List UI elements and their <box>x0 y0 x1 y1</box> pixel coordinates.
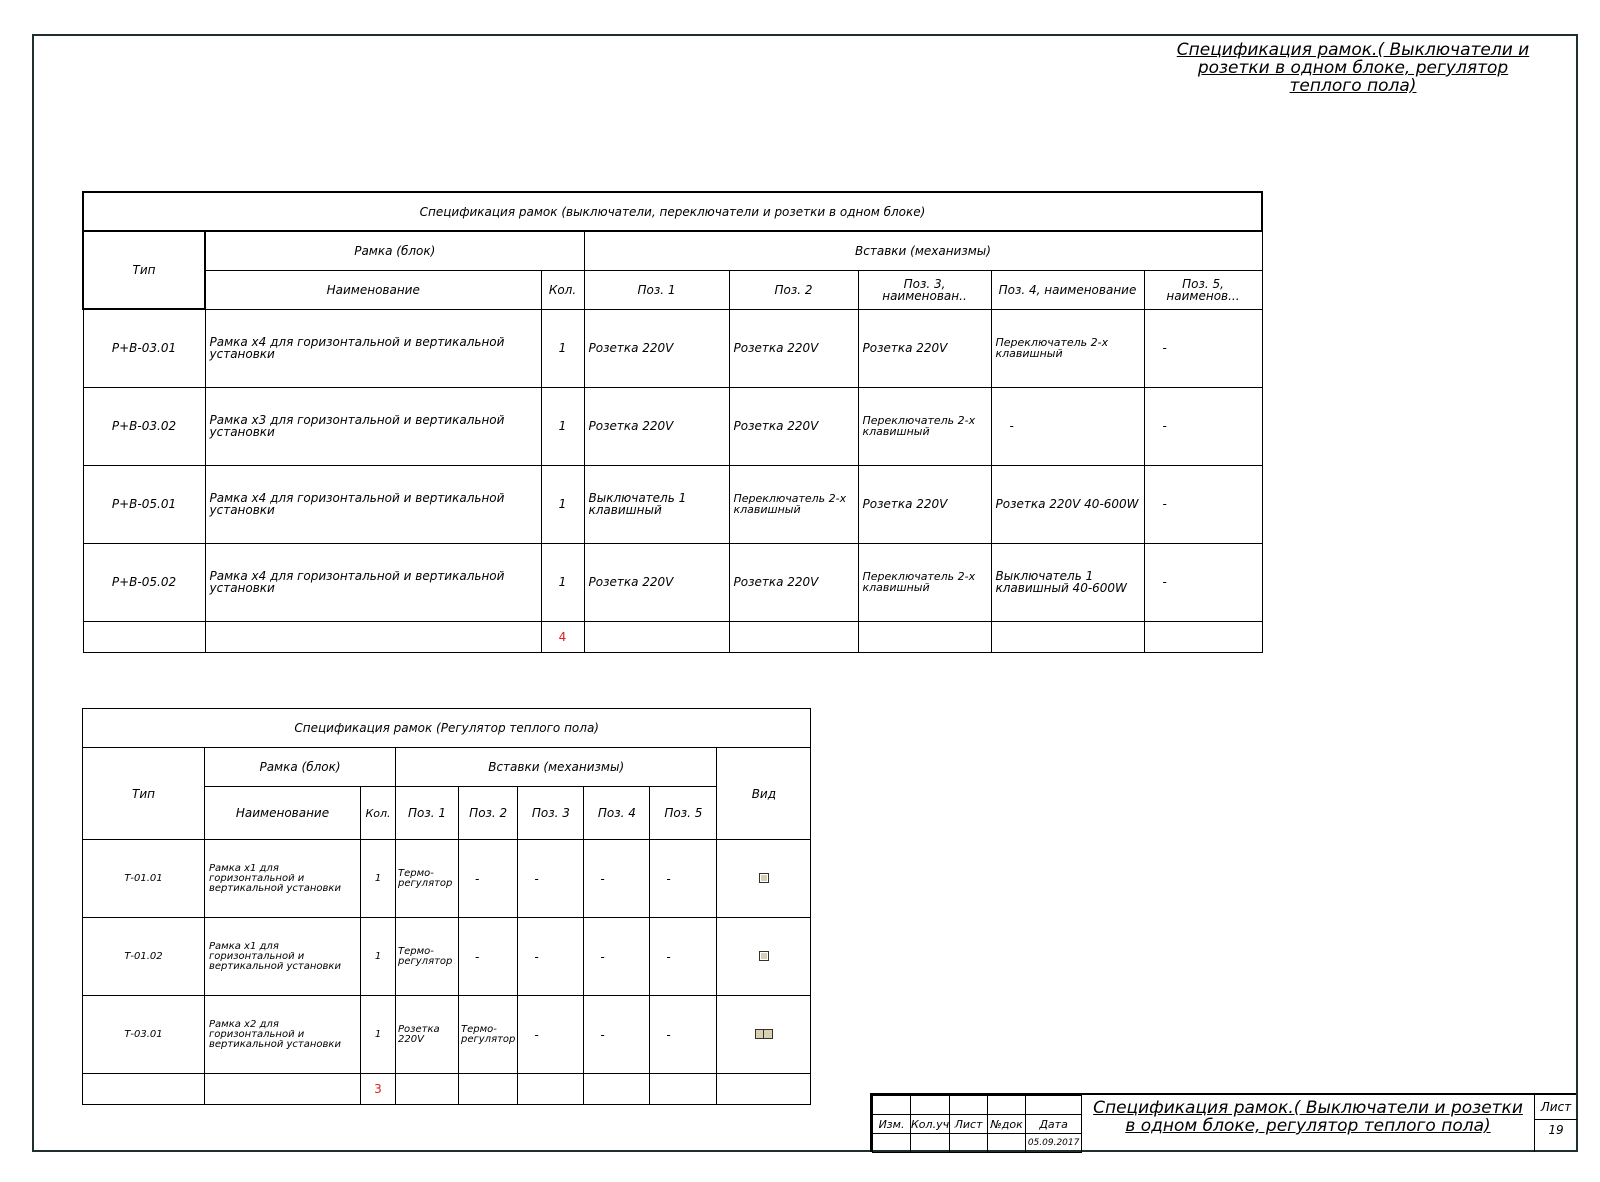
table1-header-frame: Рамка (блок) <box>205 231 584 270</box>
total-empty <box>717 1074 811 1105</box>
table-row <box>83 996 811 1074</box>
total-empty <box>584 621 729 652</box>
table2-header-pos3: Поз. 3 <box>518 787 584 840</box>
table2-header-qty: Кол. <box>361 787 396 840</box>
cell-qty: 1 <box>361 996 396 1074</box>
single-frame-icon <box>759 951 769 961</box>
total-empty <box>991 621 1144 652</box>
cell-view <box>717 996 811 1074</box>
table-row <box>83 387 1262 465</box>
cell-pos5: - <box>1144 309 1262 387</box>
cell-qty: 1 <box>541 465 584 543</box>
cell-pos4: - <box>991 387 1144 465</box>
cell-pos1: Термо-регулятор <box>396 918 459 996</box>
cell-pos5: - <box>650 918 717 996</box>
cell-pos1: Термо-регулятор <box>396 840 459 918</box>
cell-name: Рамка х4 для горизонтальной и вертикальной установки <box>205 465 541 543</box>
cell-type: Т-01.02 <box>83 918 205 996</box>
cell-pos2: Термо-регулятор <box>459 996 518 1074</box>
cell-pos1: Розетка 220V <box>396 996 459 1074</box>
cell-pos2: Переключатель 2-х клавишный <box>729 465 858 543</box>
total-qty: 4 <box>541 621 584 652</box>
cell-pos1: Розетка 220V <box>584 309 729 387</box>
table2-header-pos2: Поз. 2 <box>459 787 518 840</box>
single-frame-icon <box>759 873 769 883</box>
stamp-date: 05.09.2017 <box>1026 1134 1082 1153</box>
cell-qty: 1 <box>361 918 396 996</box>
cell-pos5: - <box>1144 387 1262 465</box>
table1-header-qty: Кол. <box>541 270 584 309</box>
stamp-col-list: Лист <box>950 1115 988 1134</box>
cell-pos3: Переключатель 2-х клавишный <box>858 543 991 621</box>
table-row <box>83 918 811 996</box>
total-qty: 3 <box>361 1074 396 1105</box>
stamp-col-kol: Кол.уч <box>911 1115 950 1134</box>
total-empty <box>459 1074 518 1105</box>
cell-pos2: Розетка 220V <box>729 309 858 387</box>
cell-pos5: - <box>650 840 717 918</box>
cell-pos4: Выключатель 1 клавишный 40-600W <box>991 543 1144 621</box>
cell-pos4: Переключатель 2-х клавишный <box>991 309 1144 387</box>
table1-header-pos1: Поз. 1 <box>584 270 729 309</box>
revision-table <box>872 1095 1082 1153</box>
cell-pos3: Розетка 220V <box>858 309 991 387</box>
cell-pos2: - <box>459 840 518 918</box>
table-row <box>83 543 1262 621</box>
cell-type: Р+В-03.01 <box>83 309 205 387</box>
table1-header-pos4: Поз. 4, наименование <box>991 270 1144 309</box>
cell-pos3: Розетка 220V <box>858 465 991 543</box>
table-total-row <box>83 1074 811 1105</box>
cell-qty: 1 <box>541 387 584 465</box>
cell-pos3: - <box>518 996 584 1074</box>
table1-title: Спецификация рамок (выключатели, переключатели и розетки в одном блоке) <box>83 192 1262 231</box>
total-empty <box>1144 621 1262 652</box>
cell-type: Р+В-05.01 <box>83 465 205 543</box>
cell-pos1: Выключатель 1 клавишный <box>584 465 729 543</box>
sheet-number-box <box>1534 1095 1577 1152</box>
total-empty <box>584 1074 650 1105</box>
stamp-col-ndoc: №док <box>988 1115 1026 1134</box>
table-row <box>83 465 1262 543</box>
stamp-title: Спецификация рамок.( Выключатели и розетки в одном блоке, регулятор теплого пола) <box>1093 1098 1523 1136</box>
cell-pos5: - <box>650 996 717 1074</box>
cell-name: Рамка х3 для горизонтальной и вертикальной установки <box>205 387 541 465</box>
table2-header-pos5: Поз. 5 <box>650 787 717 840</box>
stamp-col-izm: Изм. <box>873 1115 911 1134</box>
cell-pos4: - <box>584 840 650 918</box>
table2-header-pos1: Поз. 1 <box>396 787 459 840</box>
total-empty <box>396 1074 459 1105</box>
table-total-row <box>83 621 1262 652</box>
table2-title: Спецификация рамок (Регулятор теплого пола) <box>83 709 811 748</box>
table-row <box>83 840 811 918</box>
total-empty <box>650 1074 717 1105</box>
cell-type: Т-01.01 <box>83 840 205 918</box>
total-empty <box>205 621 541 652</box>
table1-header-type: Тип <box>83 231 205 309</box>
table2-header-name: Наименование <box>205 787 361 840</box>
total-empty <box>518 1074 584 1105</box>
cell-name: Рамка х1 для горизонтальной и вертикальной установки <box>205 918 361 996</box>
cell-pos1: Розетка 220V <box>584 543 729 621</box>
cell-pos2: Розетка 220V <box>729 543 858 621</box>
cell-pos2: - <box>459 918 518 996</box>
cell-pos3: Переключатель 2-х клавишный <box>858 387 991 465</box>
total-empty <box>83 1074 205 1105</box>
table2-header-inserts: Вставки (механизмы) <box>396 748 717 787</box>
cell-name: Рамка х4 для горизонтальной и вертикальной установки <box>205 543 541 621</box>
total-empty <box>83 621 205 652</box>
cell-pos1: Розетка 220V <box>584 387 729 465</box>
table1-header-name: Наименование <box>205 270 541 309</box>
table-row <box>83 309 1262 387</box>
table2-header-view: Вид <box>717 748 811 840</box>
table2-header-type: Тип <box>83 748 205 840</box>
cell-name: Рамка х2 для горизонтальной и вертикальной установки <box>205 996 361 1074</box>
table1-header-pos2: Поз. 2 <box>729 270 858 309</box>
cell-type: Р+В-03.02 <box>83 387 205 465</box>
spec-table-switches <box>82 191 1263 653</box>
cell-type: Р+В-05.02 <box>83 543 205 621</box>
cell-view <box>717 840 811 918</box>
table2-header-frame: Рамка (блок) <box>205 748 396 787</box>
stamp-col-date: Дата <box>1026 1115 1082 1134</box>
total-empty <box>729 621 858 652</box>
cell-pos4: - <box>584 996 650 1074</box>
cell-pos4: Розетка 220V 40-600W <box>991 465 1144 543</box>
total-empty <box>858 621 991 652</box>
cell-pos5: - <box>1144 465 1262 543</box>
cell-pos3: - <box>518 918 584 996</box>
table1-header-pos3: Поз. 3, наименован.. <box>858 270 991 309</box>
title-block <box>870 1093 1576 1152</box>
total-empty <box>205 1074 361 1105</box>
cell-pos2: Розетка 220V <box>729 387 858 465</box>
cell-qty: 1 <box>541 309 584 387</box>
sheet-label: Лист <box>1535 1095 1577 1120</box>
cell-name: Рамка х1 для горизонтальной и вертикальной установки <box>205 840 361 918</box>
sheet-title: Спецификация рамок.( Выключатели и розетки в одном блоке, регулятор теплого пола) <box>1176 40 1530 96</box>
cell-pos3: - <box>518 840 584 918</box>
cell-qty: 1 <box>541 543 584 621</box>
sheet-number: 19 <box>1548 1123 1564 1137</box>
table2-header-pos4: Поз. 4 <box>584 787 650 840</box>
cell-view <box>717 918 811 996</box>
cell-qty: 1 <box>361 840 396 918</box>
cell-name: Рамка х4 для горизонтальной и вертикальной установки <box>205 309 541 387</box>
cell-type: Т-03.01 <box>83 996 205 1074</box>
table1-header-inserts: Вставки (механизмы) <box>584 231 1262 270</box>
spec-table-floor-heating <box>82 708 811 1105</box>
cell-pos4: - <box>584 918 650 996</box>
cell-pos5: - <box>1144 543 1262 621</box>
table1-header-pos5: Поз. 5, наименов... <box>1144 270 1262 309</box>
double-frame-icon <box>755 1029 773 1039</box>
